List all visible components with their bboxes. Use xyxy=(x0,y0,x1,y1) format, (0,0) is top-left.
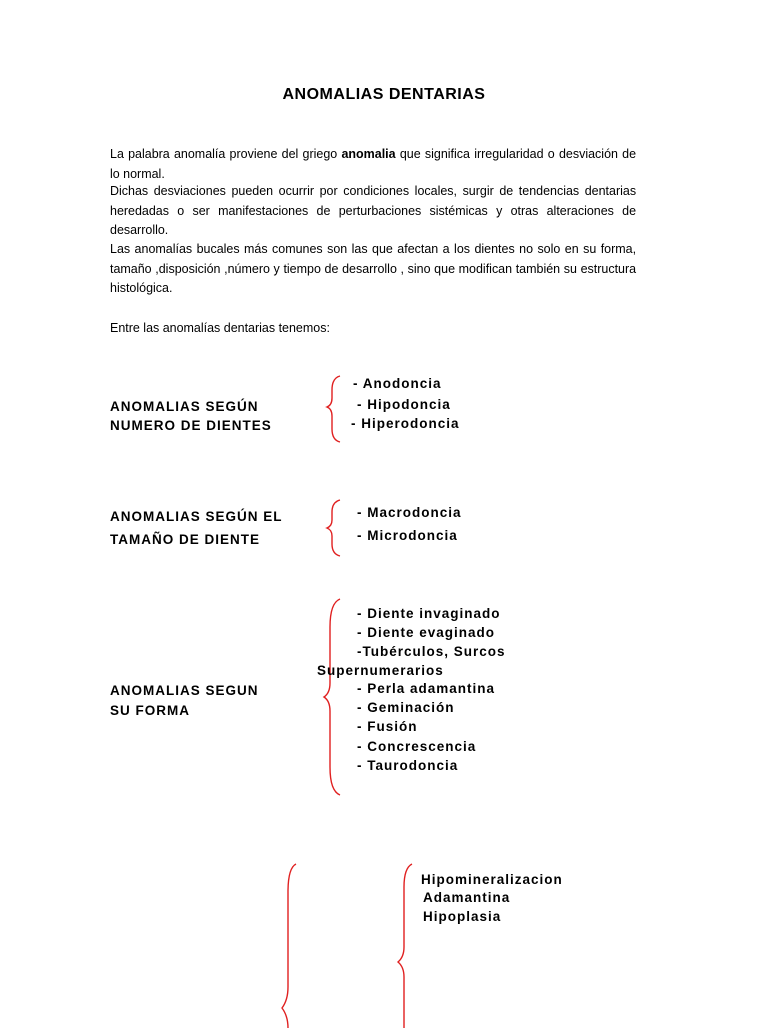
group-tamano-label-line2: TAMAÑO DE DIENTE xyxy=(110,532,260,547)
paragraph-origin-start: La palabra anomalía proviene del griego xyxy=(110,146,342,161)
brace-numero xyxy=(326,374,346,444)
item-anodoncia: - Anodoncia xyxy=(353,376,442,391)
document-title: ANOMALIAS DENTARIAS xyxy=(282,86,486,103)
paragraph-origin xyxy=(110,144,636,183)
item-taurodoncia: - Taurodoncia xyxy=(357,758,459,773)
paragraph-origin-end: que significa irregularidad o desviación de lo normal. xyxy=(110,146,637,181)
item-diente-evaginado: - Diente evaginado xyxy=(357,625,496,640)
item-perla-adamantina: - Perla adamantina xyxy=(357,681,496,696)
item-adamantina: Adamantina xyxy=(423,890,511,905)
paragraph-causes-text: Dichas desviaciones pueden ocurrir por condiciones locales, surgir de tendencias dentarias heredadas o ser manifestaciones de perturbaciones sistémicas y otras alteraciones de desarrollo. xyxy=(110,183,637,237)
paragraph-origin-bold-term: anomalia xyxy=(341,146,396,161)
paragraph-common xyxy=(110,239,636,298)
item-hipoplasia: Hipoplasia xyxy=(423,909,502,924)
group-numero-label-line2: NUMERO DE DIENTES xyxy=(110,418,272,433)
paragraph-causes xyxy=(110,181,636,240)
paragraph-common-text: Las anomalías bucales más comunes son las que afectan a los dientes no solo en su forma, tamaño ,disposición ,número y tiempo de desarrollo , sino que modifican también su estructura histológica. xyxy=(110,241,637,295)
item-diente-invaginado: - Diente invaginado xyxy=(357,606,501,621)
item-fusion: - Fusión xyxy=(357,719,418,734)
group-numero-label-line1: ANOMALIAS SEGÚN xyxy=(110,399,259,414)
item-hipomineralizacion: Hipomineralizacion xyxy=(421,872,563,887)
item-hipodoncia: - Hipodoncia xyxy=(357,397,451,412)
paragraph-intro-list xyxy=(110,318,636,338)
group-tamano-label-line1: ANOMALIAS SEGÚN EL xyxy=(110,509,283,524)
group-tamano-label xyxy=(110,505,283,551)
group-forma-label xyxy=(110,681,259,720)
brace-estructura-outer xyxy=(280,862,304,1032)
brace-forma xyxy=(322,597,346,797)
item-tuberculos-surcos: -Tubérculos, Surcos xyxy=(357,644,506,659)
brace-tamano xyxy=(326,498,346,558)
item-supernumerarios: Supernumerarios xyxy=(317,663,444,678)
brace-estructura-inner xyxy=(394,862,418,1032)
paragraph-intro-list-text: Entre las anomalías dentarias tenemos: xyxy=(110,320,330,335)
group-forma-label-line1: ANOMALIAS SEGUN xyxy=(110,683,259,698)
item-hiperodoncia: - Hiperodoncia xyxy=(351,416,460,431)
item-macrodoncia: - Macrodoncia xyxy=(357,505,462,520)
item-microdoncia: - Microdoncia xyxy=(357,528,458,543)
item-concrescencia: - Concrescencia xyxy=(357,739,477,754)
group-numero-label xyxy=(110,397,272,435)
item-geminacion: - Geminación xyxy=(357,700,455,715)
group-forma-label-line2: SU FORMA xyxy=(110,702,190,718)
